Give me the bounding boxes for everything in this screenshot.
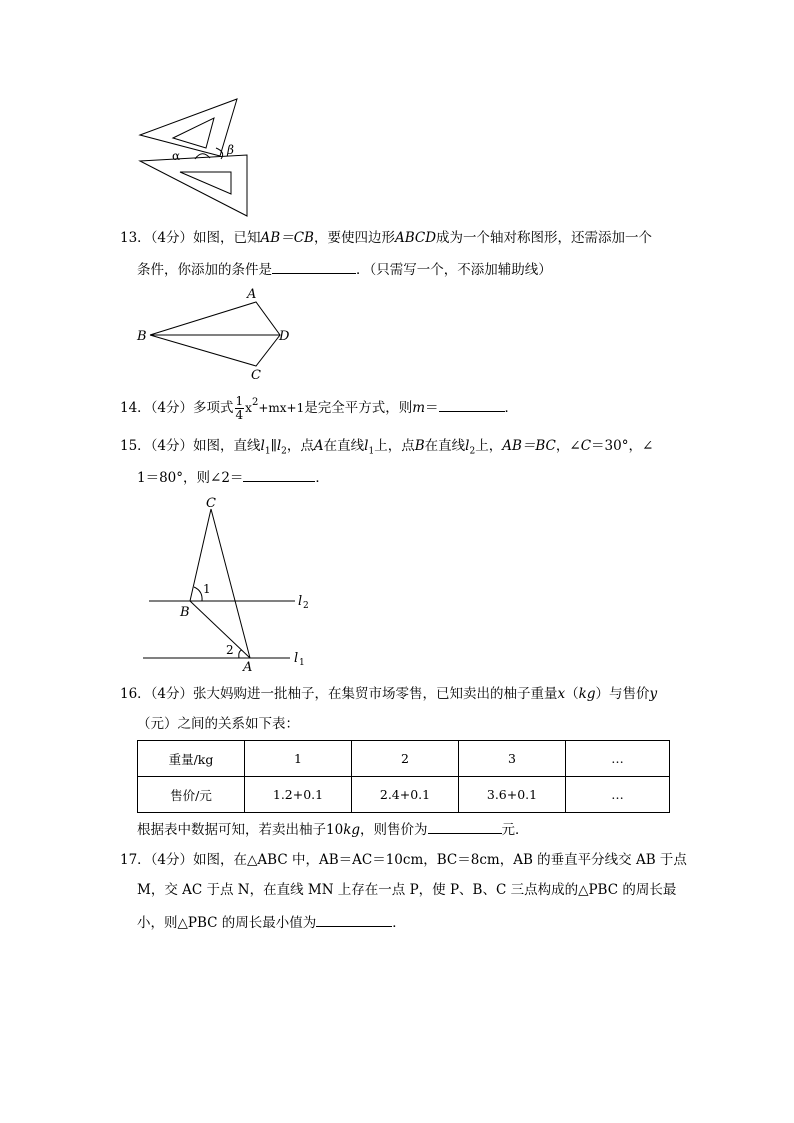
q14-text-a: 多项式 (193, 400, 234, 416)
fig15-label-l2-sub: 2 (303, 601, 309, 611)
q17-line1-text: 如图，在△ABC 中，AB＝AC＝10cm，BC＝8cm，AB 的垂直平分线交 AB 于点 (193, 852, 687, 868)
ruler-bottom-inner (180, 172, 231, 194)
q15-text-b: ，点 (286, 438, 314, 454)
q14-end: ． (504, 400, 519, 416)
q17-line3-b: ． (392, 915, 406, 931)
q16-after-a: 根据表中数据可知，若卖出柚子 (137, 822, 326, 838)
table-cell: 1 (245, 741, 352, 777)
q16-y: y (649, 686, 658, 702)
q15-answer-blank[interactable] (243, 467, 315, 482)
q14-answer-blank[interactable] (439, 397, 505, 412)
table-row (138, 741, 670, 777)
q16-after (137, 819, 529, 839)
q16-answer-blank[interactable] (428, 819, 502, 834)
q17-line1 (120, 851, 687, 869)
q15-text-d: 上，点 (374, 438, 415, 454)
q16-kg: kg (578, 686, 596, 702)
q14-rest: +mx+1 (258, 401, 305, 415)
q16-text-a: 张大妈购进一批柚子，在集贸市场零售，已知卖出的柚子重量 (193, 686, 558, 702)
label-beta: β (227, 143, 234, 157)
q14-x: x (245, 401, 252, 415)
q15-l2: l (276, 438, 282, 454)
q17-line3-a: 小，则△PBC 的周长最小值为 (137, 915, 317, 931)
q15-number: 15．（4分） (120, 438, 194, 454)
q14-fraction (235, 395, 245, 422)
q15-B: B (414, 438, 425, 454)
q15-line1: 15．（4分）如图，直线$l_1\parallel l_2$，点A在直线$l_1$上，点B在直线$l_2$上，AB＝BC，∠C＝30°，∠ (120, 438, 654, 457)
table-cell: 3 (459, 741, 566, 777)
q15-l2-sub: 2 (281, 446, 287, 457)
q13-number: 13．（4分） (120, 230, 194, 246)
q15-line2-a: 1＝80°，则∠2＝ (137, 470, 244, 486)
fig15-label-c: C (206, 496, 216, 511)
q14-frac-num: 1 (235, 394, 244, 408)
q16-after-c: 元． (501, 822, 529, 838)
q15-parallel: ∥ (270, 438, 277, 454)
segment-ba (190, 601, 250, 658)
q13-text-c: 成为一个轴对称图形，还需添加一个 (436, 230, 653, 246)
q16-paren-open: （ (565, 686, 579, 702)
q16-line2-text: （元）之间的关系如下表： (137, 716, 299, 732)
q17-answer-blank[interactable] (316, 912, 392, 927)
angle-arc-1 (194, 587, 202, 601)
table-cell: 2.4+0.1 (352, 777, 459, 813)
table-cell: 2 (352, 741, 459, 777)
q15-l1-sub: 1 (264, 446, 271, 457)
kite-label-a: A (247, 287, 257, 302)
figure-triangle-rulers (130, 92, 260, 222)
q16-after-num: 10 (326, 822, 344, 838)
q15-text-f: ，∠ (555, 438, 581, 454)
table-cell: 重量/kg (138, 741, 245, 777)
q15-line2 (137, 467, 329, 487)
q17-line2 (137, 881, 676, 899)
figure-parallel-lines (135, 492, 315, 672)
kite-label-b: B (137, 329, 147, 344)
angle-arc-2 (239, 650, 242, 658)
q16-x: x (557, 686, 566, 702)
table-cell: 售价/元 (138, 777, 245, 813)
q17-number: 17．（4分） (120, 852, 194, 868)
q16-after-b: ，则售价为 (360, 822, 428, 838)
q16-text-c: ）与售价 (595, 686, 650, 702)
figure-kite-abcd (134, 283, 304, 383)
segment-ca (211, 509, 250, 658)
table-cell: 1.2+0.1 (245, 777, 352, 813)
fig15-label-b: B (180, 605, 190, 620)
q15-C: C (580, 438, 592, 454)
kite-label-d: D (279, 329, 290, 344)
q14-text-b: 是完全平方式，则 (304, 400, 413, 416)
q16-after-kg: kg (343, 822, 361, 838)
q13-text-b: ，要使四边形 (313, 230, 395, 246)
q16-table (137, 740, 670, 813)
kite-label-c: C (251, 368, 261, 383)
q15-text-g: ＝30°，∠ (591, 438, 654, 454)
fig15-label-1: 1 (203, 582, 211, 596)
q13-eq: AB＝CB (260, 230, 314, 246)
q14-exp: 2 (251, 397, 259, 408)
ruler-top-outer (140, 99, 237, 156)
q15-text-a: 如图，直线 (193, 438, 261, 454)
q14-number: 14．（4分） (120, 400, 194, 416)
q16-number: 16．（4分） (120, 686, 194, 702)
q15-abbc: AB＝BC (502, 438, 556, 454)
fig15-label-l1: l (294, 651, 299, 666)
q13-quad: ABCD (394, 230, 437, 246)
q16-line1 (120, 685, 657, 703)
table-cell: … (566, 777, 670, 813)
q16-line2 (137, 715, 299, 733)
fig15-label-l1-sub: 1 (299, 658, 305, 668)
q13-line2-b: ．（只需写一个，不添加辅助线） (356, 262, 552, 278)
q13-answer-blank[interactable] (272, 259, 356, 274)
q15-text-e: 上， (475, 438, 503, 454)
table-row (138, 777, 670, 813)
q14-eq: ＝ (425, 400, 439, 416)
q15-A: A (313, 438, 324, 454)
q14-frac-den: 4 (235, 408, 244, 422)
table-cell: … (566, 741, 670, 777)
fig15-label-2: 2 (226, 643, 234, 657)
q15-text-c: 在直线 (323, 438, 365, 454)
table-cell: 3.6+0.1 (459, 777, 566, 813)
q14-m: m (412, 400, 426, 416)
q15-text-c2: 在直线 (424, 438, 466, 454)
ruler-top-inner (173, 118, 214, 148)
label-alpha: α (172, 149, 181, 163)
q17-line3 (137, 912, 406, 932)
q17-line2-text: M，交 AC 于点 N，在直线 MN 上存在一点 P，使 P、B、C 三点构成的△PBC 的周长最 (137, 882, 677, 898)
q13-line2-a: 条件，你添加的条件是 (137, 262, 272, 278)
q13-line2 (137, 259, 552, 279)
q14-line (120, 393, 518, 425)
q13-text-a: 如图，已知 (193, 230, 261, 246)
q15-l1: l (260, 438, 265, 454)
q15-line2-b: ． (315, 470, 329, 486)
q13-line1 (120, 229, 652, 247)
fig15-label-a: A (243, 660, 253, 672)
fig15-label-l2: l (298, 594, 303, 609)
kite-outline (150, 302, 280, 366)
